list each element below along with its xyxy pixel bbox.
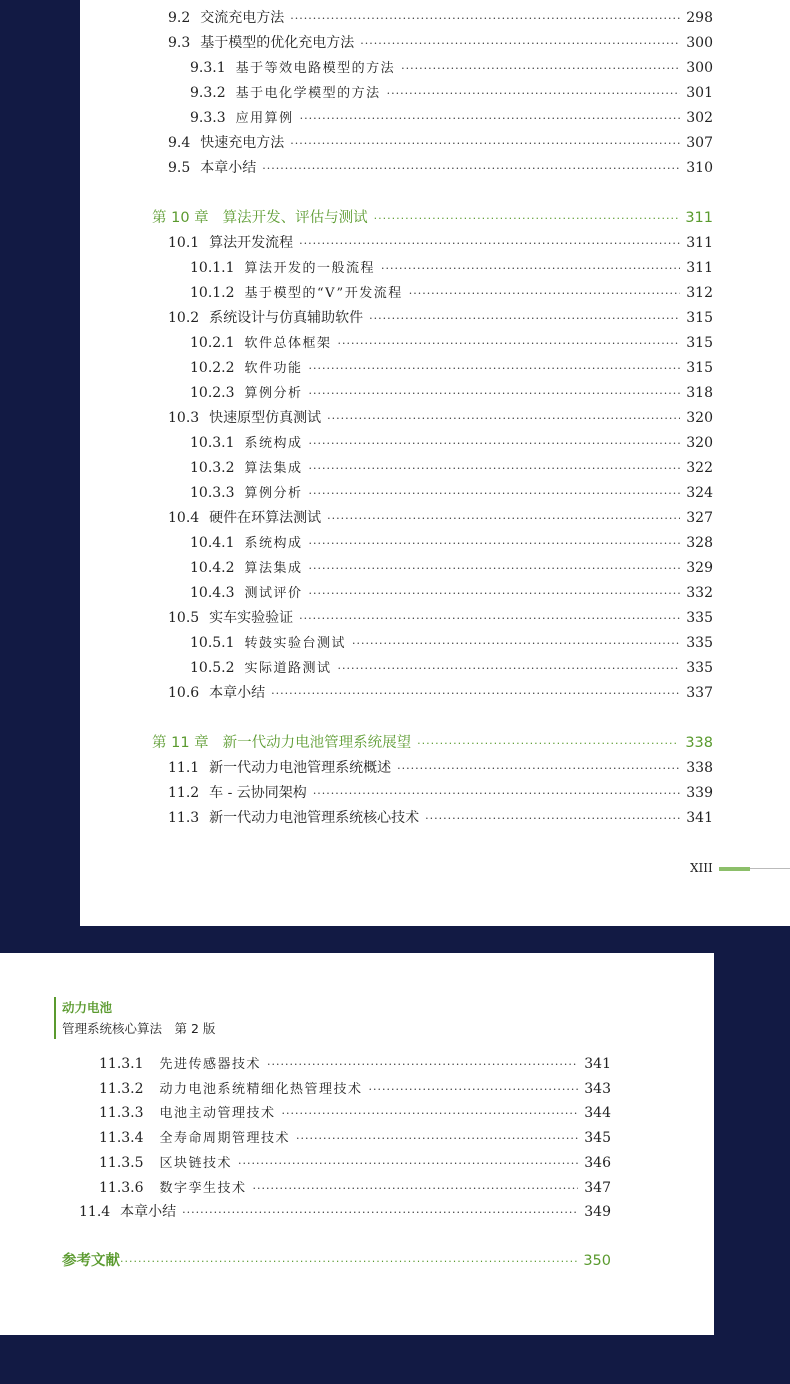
toc-entry	[168, 159, 713, 178]
leader-dots	[360, 35, 680, 53]
page-number: 324	[686, 485, 713, 501]
section-title: 算例分析	[244, 386, 303, 401]
toc-entry	[168, 234, 713, 253]
toc-entry	[190, 484, 713, 503]
chapter-number: 第 11 章	[152, 735, 209, 751]
leader-dots	[300, 110, 681, 128]
toc-entry	[168, 684, 713, 703]
section-number: 10.4	[168, 510, 200, 526]
page-number: 322	[686, 460, 713, 476]
toc-entry	[190, 59, 713, 78]
section-number: 9.3.1	[190, 60, 226, 76]
leader-dots	[369, 1081, 579, 1099]
leader-dots	[309, 535, 681, 553]
page-number: 302	[686, 110, 713, 126]
section-title: 基于电化学模型的方法	[235, 86, 381, 101]
section-number: 10.4.3	[190, 585, 235, 601]
toc-entry	[168, 34, 713, 53]
leader-dots	[425, 810, 680, 828]
toc-entry	[168, 609, 713, 628]
chapter-title: 算法开发、评估与测试	[222, 210, 368, 226]
toc-entry	[190, 109, 713, 128]
leader-dots	[238, 1155, 578, 1173]
toc-entry	[168, 809, 713, 828]
page-number: 346	[584, 1155, 611, 1171]
toc-entry	[99, 1179, 611, 1198]
section-title: 本章小结	[120, 1204, 177, 1220]
running-header-rule	[54, 997, 56, 1039]
section-number: 10.3.2	[190, 460, 235, 476]
toc-entry	[168, 784, 713, 803]
leader-dots	[313, 785, 680, 803]
page-number: 298	[686, 10, 713, 26]
section-number: 10.2.2	[190, 360, 235, 376]
toc-entry	[190, 259, 713, 278]
section-number: 9.4	[168, 135, 191, 151]
page-number: 315	[686, 360, 713, 376]
section-number: 11.1	[168, 760, 200, 776]
section-title: 算例分析	[244, 486, 303, 501]
leader-dots	[290, 10, 680, 28]
section-number: 10.1.1	[190, 260, 235, 276]
section-number: 11.3.5	[99, 1155, 144, 1171]
toc-entry	[79, 1203, 611, 1222]
page-number: 300	[686, 60, 713, 76]
folio-accent-bar	[719, 867, 750, 871]
leader-dots	[309, 435, 681, 453]
folio-rule	[750, 868, 790, 869]
references-title: 参考文献	[62, 1253, 120, 1269]
section-number: 11.4	[79, 1204, 111, 1220]
section-number: 10.3	[168, 410, 200, 426]
section-title: 本章小结	[209, 685, 266, 701]
leader-dots	[374, 210, 680, 228]
page-number: 337	[686, 685, 713, 701]
page-folio: XIII	[690, 861, 713, 875]
leader-dots	[381, 260, 680, 278]
section-title: 系统构成	[244, 536, 303, 551]
section-title: 测试评价	[244, 586, 303, 601]
section-number: 10.2.1	[190, 335, 235, 351]
toc-entry	[99, 1080, 611, 1099]
section-number: 10.5.1	[190, 635, 235, 651]
section-title: 快速充电方法	[200, 135, 285, 151]
leader-dots	[299, 235, 680, 253]
section-number: 10.3.1	[190, 435, 235, 451]
section-title: 动力电池系统精细化热管理技术	[159, 1082, 363, 1097]
section-title: 算法集成	[244, 561, 303, 576]
leader-dots	[401, 60, 680, 78]
leader-dots	[327, 510, 680, 528]
chapter-number: 第 10 章	[152, 210, 209, 226]
page-number: 307	[686, 135, 713, 151]
leader-dots	[327, 410, 680, 428]
toc-entry	[190, 384, 713, 403]
section-number: 10.3.3	[190, 485, 235, 501]
section-number: 11.3.6	[99, 1180, 144, 1196]
page-number: 320	[686, 410, 713, 426]
page-number: 349	[584, 1204, 611, 1220]
leader-dots	[299, 610, 680, 628]
section-title: 转鼓实验台测试	[244, 636, 347, 651]
leader-dots	[290, 135, 680, 153]
section-title: 系统构成	[244, 436, 303, 451]
section-number: 11.3.1	[99, 1056, 144, 1072]
leader-dots	[309, 385, 681, 403]
leader-dots	[271, 685, 680, 703]
leader-dots	[282, 1105, 579, 1123]
page-number: 343	[584, 1081, 611, 1097]
leader-dots	[352, 635, 680, 653]
section-title: 算法集成	[244, 461, 303, 476]
page-number: 329	[686, 560, 713, 576]
page-number: 315	[686, 335, 713, 351]
section-title: 快速原型仿真测试	[209, 410, 322, 426]
leader-dots	[417, 735, 679, 753]
section-title: 算法开发的一般流程	[244, 261, 376, 276]
running-header-title: 动力电池	[62, 1000, 113, 1015]
toc-chapter-entry	[152, 734, 713, 753]
page-number: 350	[583, 1253, 611, 1269]
section-title: 基于等效电路模型的方法	[235, 61, 396, 76]
page-number: 347	[584, 1180, 611, 1196]
toc-references-entry	[62, 1252, 611, 1271]
page-number: 312	[686, 285, 713, 301]
section-title: 实车实验验证	[209, 610, 294, 626]
leader-dots	[296, 1130, 578, 1148]
leader-dots	[409, 285, 681, 303]
section-title: 车 - 云协同架构	[209, 785, 307, 801]
toc-page-right	[80, 0, 790, 926]
section-number: 10.1.2	[190, 285, 235, 301]
section-number: 10.2	[168, 310, 200, 326]
toc-entry	[190, 534, 713, 553]
chapter-title: 新一代动力电池管理系统展望	[222, 735, 412, 751]
leader-dots	[309, 585, 681, 603]
section-title: 先进传感器技术	[159, 1057, 262, 1072]
page-number: 320	[686, 435, 713, 451]
section-title: 系统设计与仿真辅助软件	[209, 310, 364, 326]
page-number: 300	[686, 35, 713, 51]
toc-entry	[190, 459, 713, 478]
leader-dots	[309, 360, 681, 378]
toc-entry	[168, 134, 713, 153]
section-number: 10.4.1	[190, 535, 235, 551]
section-number: 9.5	[168, 160, 191, 176]
page-number: 311	[686, 235, 713, 251]
toc-entry	[168, 509, 713, 528]
page-number: 335	[686, 660, 713, 676]
section-number: 11.3.3	[99, 1105, 144, 1121]
page-number: 311	[685, 210, 713, 226]
section-number: 9.3.3	[190, 110, 226, 126]
leader-dots	[309, 460, 681, 478]
toc-entry	[190, 334, 713, 353]
toc-entry	[190, 634, 713, 653]
section-number: 9.3	[168, 35, 191, 51]
section-number: 11.3.4	[99, 1130, 144, 1146]
section-number: 11.2	[168, 785, 200, 801]
running-header-subtitle: 管理系统核心算法 第 2 版	[62, 1021, 216, 1036]
toc-entry	[168, 409, 713, 428]
section-number: 10.5	[168, 610, 200, 626]
section-title: 基于模型的“V”开发流程	[244, 286, 403, 301]
section-title: 软件功能	[244, 361, 303, 376]
section-number: 10.2.3	[190, 385, 235, 401]
page-number: 335	[686, 610, 713, 626]
toc-entry	[168, 759, 713, 778]
page-number: 301	[686, 85, 713, 101]
page-number: 328	[686, 535, 713, 551]
section-title: 本章小结	[200, 160, 257, 176]
toc-entry	[190, 559, 713, 578]
section-number: 10.4.2	[190, 560, 235, 576]
page-number: 311	[686, 260, 713, 276]
page-number: 327	[686, 510, 713, 526]
page-number: 345	[584, 1130, 611, 1146]
toc-entry	[99, 1104, 611, 1123]
section-title: 交流充电方法	[200, 10, 285, 26]
page-number: 318	[686, 385, 713, 401]
section-title: 新一代动力电池管理系统概述	[209, 760, 392, 776]
section-title: 数字孪生技术	[159, 1181, 247, 1196]
leader-dots	[120, 1253, 577, 1271]
toc-entry	[99, 1055, 611, 1074]
toc-entry	[190, 434, 713, 453]
toc-chapter-entry	[152, 209, 713, 228]
toc-entry	[190, 584, 713, 603]
leader-dots	[309, 560, 681, 578]
section-number: 11.3.2	[99, 1081, 144, 1097]
page-number: 315	[686, 310, 713, 326]
section-title: 算法开发流程	[209, 235, 294, 251]
page-number: 332	[686, 585, 713, 601]
page-number: 341	[584, 1056, 611, 1072]
section-title: 基于模型的优化充电方法	[200, 35, 355, 51]
toc-entry	[190, 84, 713, 103]
toc-entry	[99, 1129, 611, 1148]
toc-entry	[168, 9, 713, 28]
section-title: 实际道路测试	[244, 661, 332, 676]
page-number: 338	[686, 760, 713, 776]
section-title: 区块链技术	[159, 1156, 233, 1171]
section-number: 11.3	[168, 810, 200, 826]
section-number: 10.5.2	[190, 660, 235, 676]
toc-entry	[190, 359, 713, 378]
section-title: 新一代动力电池管理系统核心技术	[209, 810, 420, 826]
leader-dots	[338, 660, 681, 678]
section-number: 9.2	[168, 10, 191, 26]
section-title: 全寿命周期管理技术	[159, 1131, 291, 1146]
page-number: 335	[686, 635, 713, 651]
page-number: 344	[584, 1105, 611, 1121]
section-title: 电池主动管理技术	[159, 1106, 276, 1121]
page-number: 341	[686, 810, 713, 826]
toc-entry	[99, 1154, 611, 1173]
leader-dots	[182, 1204, 578, 1222]
toc-entry	[190, 659, 713, 678]
leader-dots	[397, 760, 680, 778]
page-number: 338	[685, 735, 713, 751]
leader-dots	[267, 1056, 578, 1074]
section-title: 应用算例	[235, 111, 294, 126]
leader-dots	[253, 1180, 579, 1198]
toc-entry	[190, 284, 713, 303]
leader-dots	[387, 85, 681, 103]
leader-dots	[338, 335, 681, 353]
page-number: 339	[686, 785, 713, 801]
section-title: 软件总体框架	[244, 336, 332, 351]
leader-dots	[262, 160, 680, 178]
toc-entry	[168, 309, 713, 328]
section-number: 10.1	[168, 235, 200, 251]
page-number: 310	[686, 160, 713, 176]
leader-dots	[309, 485, 681, 503]
section-title: 硬件在环算法测试	[209, 510, 322, 526]
section-number: 10.6	[168, 685, 200, 701]
leader-dots	[369, 310, 680, 328]
section-number: 9.3.2	[190, 85, 226, 101]
